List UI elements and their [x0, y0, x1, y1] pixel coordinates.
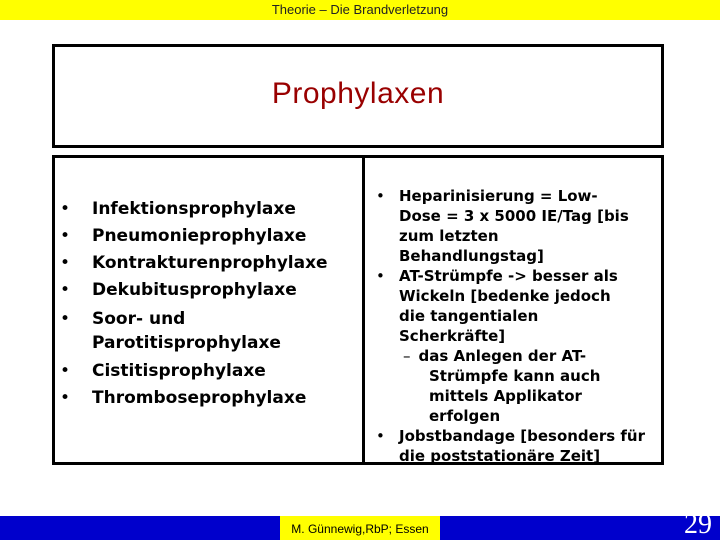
bullet-icon: • [60, 309, 71, 329]
bullet-icon: • [60, 253, 71, 273]
list-item: – das Anlegen der AT-Strümpfe kann auch mittels Applikator erfolgen [403, 347, 601, 425]
title-box [52, 44, 664, 148]
slide-header: Theorie – Die Brandverletzung [0, 0, 720, 20]
list-item: • Jobstbandage [besonders für die poststationäre Zeit] [376, 427, 645, 465]
dash-icon: – [403, 347, 411, 365]
list-item: • Soor- und Parotitisprophylaxe [60, 309, 281, 353]
list-item: • Heparinisierung = Low-Dose = 3 x 5000 IE/Tag [bis zum letzten Behandlungstag] [376, 187, 629, 265]
list-item: • AT-Strümpfe -> besser als Wickeln [bedenke jedoch die tangentialen Scherkräfte] [376, 267, 618, 345]
bullet-icon: • [376, 187, 385, 205]
list-item: • Thromboseprophylaxe [60, 385, 362, 412]
list-item: • Cistitisprophylaxe [60, 358, 362, 385]
left-column [52, 155, 364, 465]
list-item: • Dekubitusprophylaxe [60, 277, 362, 304]
bullet-icon: • [376, 427, 385, 445]
list-item: • Pneumonieprophylaxe [60, 223, 362, 250]
footer-author: M. Günnewig,RbP; Essen [280, 516, 440, 540]
bullet-icon: • [376, 267, 385, 285]
bullet-icon: • [60, 388, 71, 408]
prophylaxis-list [60, 196, 362, 412]
bullet-icon: • [60, 226, 71, 246]
bullet-icon: • [60, 280, 71, 300]
list-item: • Kontrakturenprophylaxe [60, 250, 362, 277]
slide-title: Prophylaxen [271, 77, 445, 110]
right-column [364, 155, 664, 465]
bullet-icon: • [60, 361, 71, 381]
thrombosis-details-list [364, 186, 649, 466]
list-item: • Infektionsprophylaxe [60, 196, 362, 223]
page-number: 29 [684, 509, 712, 540]
bullet-icon: • [60, 199, 71, 219]
